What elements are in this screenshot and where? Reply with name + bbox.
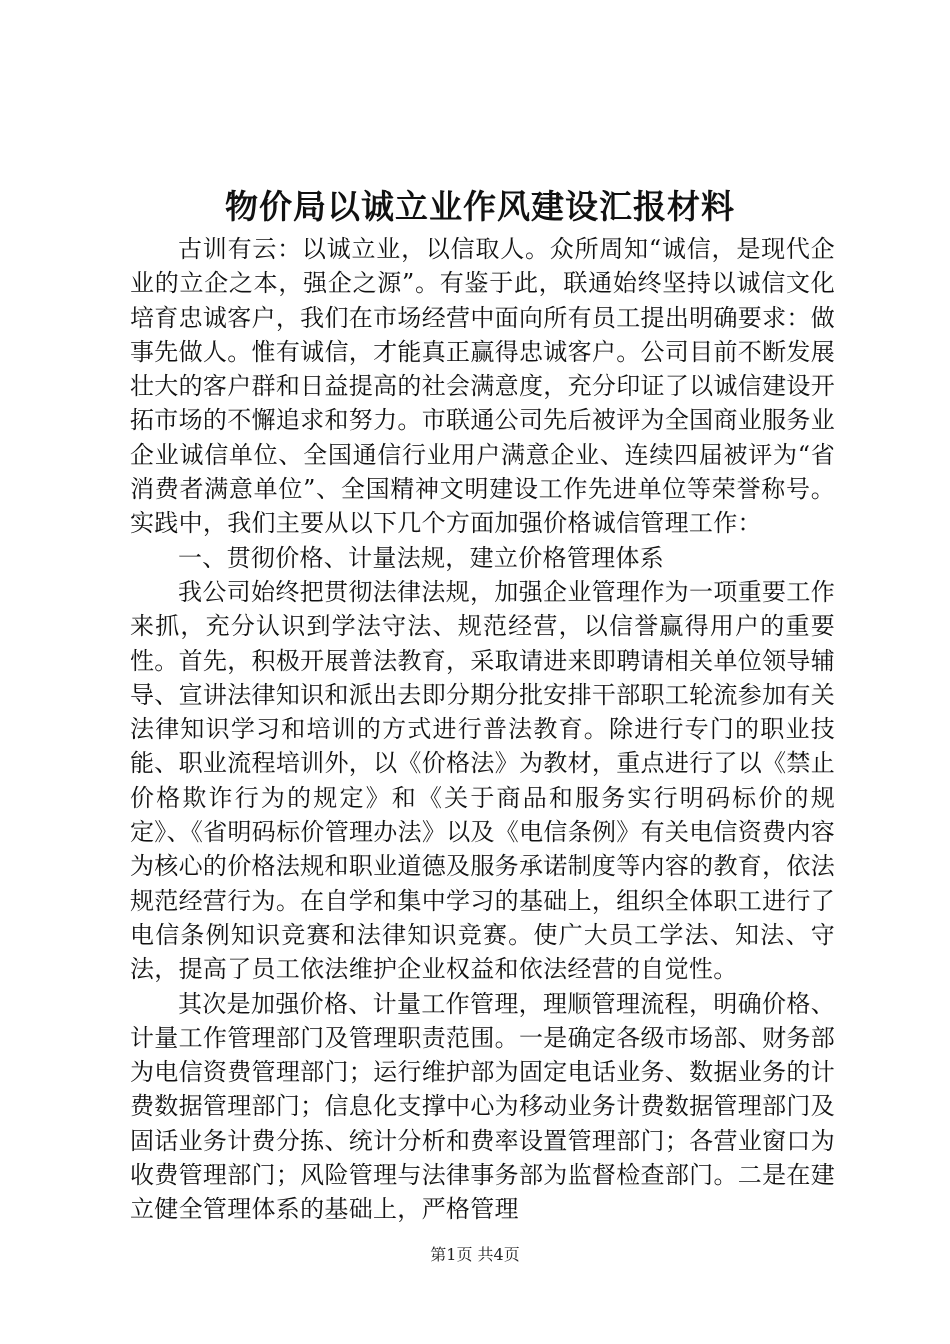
- page-number-footer: 第1页 共4页: [430, 1245, 520, 1264]
- paragraph-management: 其次是加强价格、计量工作管理，理顺管理流程，明确价格、计量工作管理部门及管理职责范围。一是确定各级市场部、财务部为电信资费管理部门；运行维护部为固定电话业务、数据业务的计费数据管理部门；信息化支撑中心为移动业务计费数据管理部门及固话业务计费分拣、统计分析和费率设置管理部门；各营业窗口为收费管理部门；风险管理与法律事务部为监督检查部门。二是在建立健全管理体系的基础上，严格管理: [130, 989, 835, 1224]
- paragraph-intro: 古训有云：以诚立业，以信取人。众所周知“诚信，是现代企业的立企之本，强企之源”。有鉴于此，联通始终坚持以诚信文化培育忠诚客户，我们在市场经营中面向所有员工提出明确要求：做事先做人。惟有诚信，才能真正赢得忠诚客户。公司目前不断发展壮大的客户群和日益提高的社会满意度，充分印证了以诚信建设开拓市场的不懈追求和努力。市联通公司先后被评为全国商业服务业企业诚信单位、全国通信行业用户满意企业、连续四届被评为“省消费者满意单位”、全国精神文明建设工作先进单位等荣誉称号。实践中，我们主要从以下几个方面加强价格诚信管理工作：: [130, 235, 835, 538]
- section-heading-1: 一、贯彻价格、计量法规，建立价格管理体系: [178, 543, 664, 572]
- document-body: [130, 232, 835, 1227]
- document-title: 物价局以诚立业作风建设汇报材料: [225, 187, 735, 226]
- paragraph-legal-education: 我公司始终把贯彻法律法规，加强企业管理作为一项重要工作来抓，充分认识到学法守法、规范经营，以信誉赢得用户的重要性。首先，积极开展普法教育，采取请进来即聘请相关单位领导辅导、宣讲法律知识和派出去即分期分批安排干部职工轮流参加有关法律知识学习和培训的方式进行普法教育。除进行专门的职业技能、职业流程培训外，以《价格法》为教材，重点进行了以《禁止价格欺诈行为的规定》和《关于商品和服务实行明码标价的规定》、《省明码标价管理办法》以及《电信条例》有关电信资费内容为核心的价格法规和职业道德及服务承诺制度等内容的教育，依法规范经营行为。在自学和集中学习的基础上，组织全体职工进行了电信条例知识竞赛和法律知识竞赛。使广大员工学法、知法、守法，提高了员工依法维护企业权益和依法经营的自觉性。: [130, 577, 835, 984]
